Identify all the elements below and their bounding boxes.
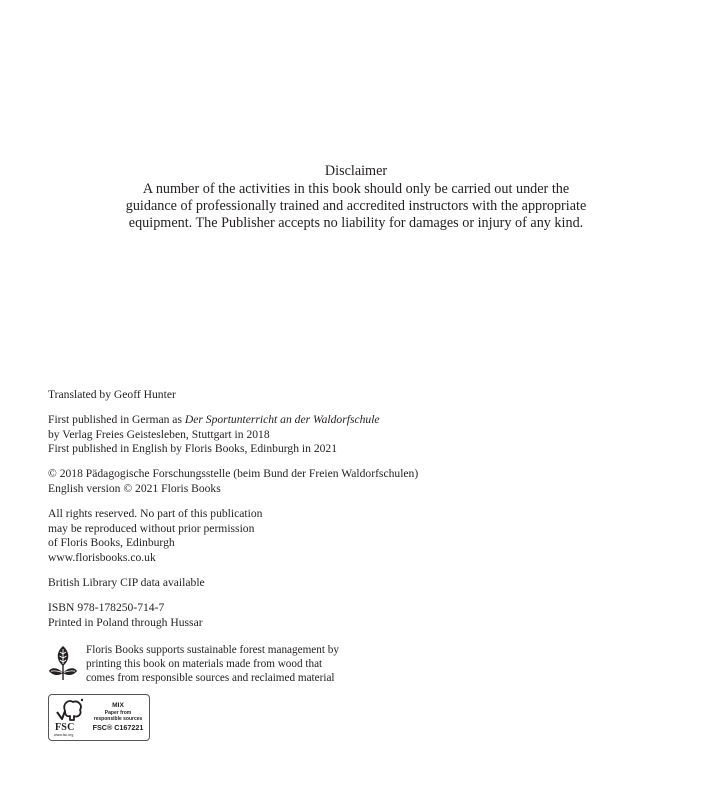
original-title: Der Sportunterricht an der Waldorfschule	[184, 413, 380, 427]
fsc-license-code: FSC® C167221	[92, 723, 144, 732]
rights-line: All rights reserved. No part of this publication	[48, 507, 263, 521]
fsc-tree-icon	[53, 697, 85, 723]
rights-block	[48, 507, 468, 565]
disclaimer-line: equipment. The Publisher accepts no liability for damages or injury of any kind.	[128, 215, 584, 231]
german-publisher-line: by Verlag Freies Geistesleben, Stuttgart in 2018	[48, 427, 270, 441]
disclaimer-line: A number of the activities in this book should only be carried out under the	[142, 181, 570, 197]
copyright-block	[48, 467, 468, 496]
fsc-label	[48, 694, 150, 741]
rights-line: may be reproduced without prior permission	[48, 521, 255, 535]
forest-note-text	[86, 643, 339, 685]
copyright-original: © 2018 Pädagogische Forschungsstelle (beim Bund der Freien Waldorfschulen)	[48, 467, 419, 481]
forest-note	[48, 643, 368, 685]
translator-block	[48, 388, 468, 403]
printed-line: Printed in Poland through Hussar	[48, 615, 203, 629]
fsc-paper-line: Paper from	[104, 710, 132, 716]
forest-note-line: printing this book on materials made from wood that	[86, 658, 323, 670]
leaf-icon	[48, 645, 78, 681]
isbn-line: ISBN 978-178250-714-7	[48, 601, 165, 615]
disclaimer-section	[100, 163, 612, 232]
disclaimer-line: guidance of professionally trained and accredited instructors with the appropriate	[125, 198, 587, 214]
forest-note-line: comes from responsible sources and reclaimed material	[86, 672, 335, 684]
publication-history-block	[48, 413, 468, 457]
isbn-block	[48, 601, 468, 630]
copyright-english: English version © 2021 Floris Books	[48, 481, 221, 495]
first-english-line: First published in English by Floris Books, Edinburgh in 2021	[48, 442, 338, 456]
fsc-mix: MIX	[112, 702, 124, 709]
cip-line: British Library CIP data available	[48, 575, 205, 589]
website-text: www.florisbooks.co.uk	[48, 550, 156, 564]
fsc-logo-text: FSC	[55, 722, 75, 733]
translator-credit: Translated by Geoff Hunter	[48, 388, 176, 401]
fsc-paper-line: responsible sources	[93, 716, 143, 722]
fsc-info	[89, 702, 149, 733]
fsc-url: www.fsc.org	[54, 733, 74, 737]
forest-note-line: Floris Books supports sustainable forest management by	[86, 644, 339, 656]
rights-line: of Floris Books, Edinburgh	[48, 536, 175, 550]
fsc-logo	[49, 695, 89, 740]
disclaimer-title: Disclaimer	[324, 163, 388, 179]
first-german-line	[48, 413, 468, 428]
first-german-prefix: First published in German as	[48, 413, 185, 427]
imprint-section	[48, 388, 468, 641]
cip-block	[48, 576, 468, 591]
